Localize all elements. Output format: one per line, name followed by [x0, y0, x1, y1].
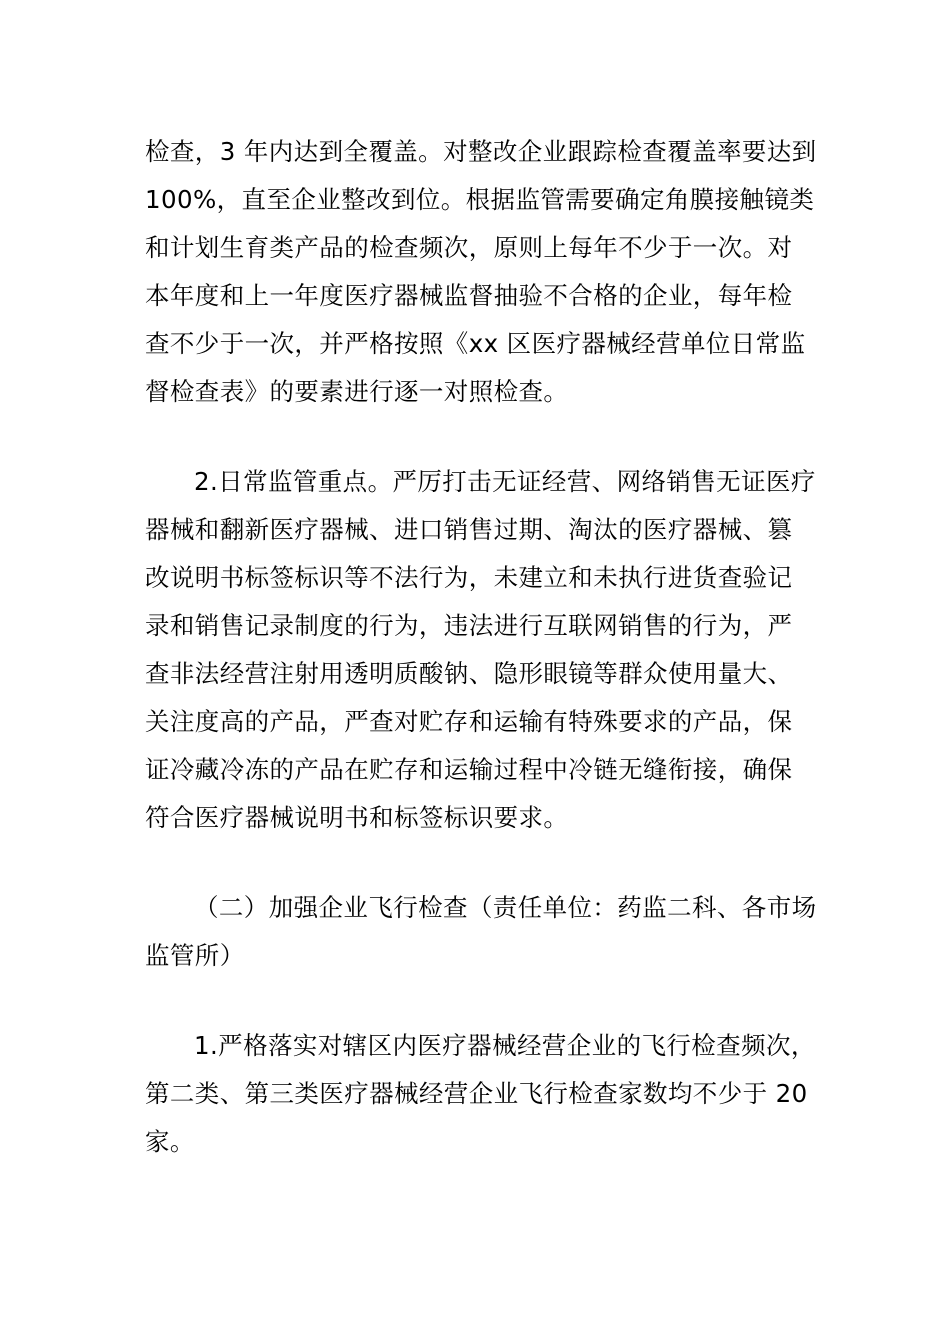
paragraph-gap: [145, 842, 817, 884]
paragraph-continuation: 检查，3 年内达到全覆盖。对整改企业跟踪检查覆盖率要达到 100%，直至企业整改到位。根据监管需要确定角膜接触镜类和计划生育类产品的检查频次，原则上每年不少于一次。对本年度和上一年度医疗器械监督抽验不合格的企业，每年检查不少于一次，并严格按照《xx 区医疗器械经营单位日常监督检查表》的要素进行逐一对照检查。: [145, 137, 817, 406]
paragraph-daily-supervision: 2.日常监管重点。严厉打击无证经营、网络销售无证医疗器械和翻新医疗器械、进口销售过期、淘汰的医疗器械、篡改说明书标签标识等不法行为，未建立和未执行进货查验记录和销售记录制度的行为，违法进行互联网销售的行为，严查非法经营注射用透明质酸钠、隐形眼镜等群众使用量大、关注度高的产品，严查对贮存和运输有特殊要求的产品，保证冷藏冷冻的产品在贮存和运输过程中冷链无缝衔接，确保符合医疗器械说明书和标签标识要求。: [145, 467, 816, 832]
section-heading-flight-inspection: （二）加强企业飞行检查（责任单位：药监二科、各市场监管所）: [145, 893, 817, 970]
document-body: [145, 128, 817, 1166]
paragraph-gap: [145, 416, 817, 458]
paragraph-gap: [145, 980, 817, 1022]
paragraph-flight-inspection-frequency: 1.严格落实对辖区内医疗器械经营企业的飞行检查频次，第二类、第三类医疗器械经营企业飞行检查家数均不少于 20 家。: [145, 1031, 816, 1156]
